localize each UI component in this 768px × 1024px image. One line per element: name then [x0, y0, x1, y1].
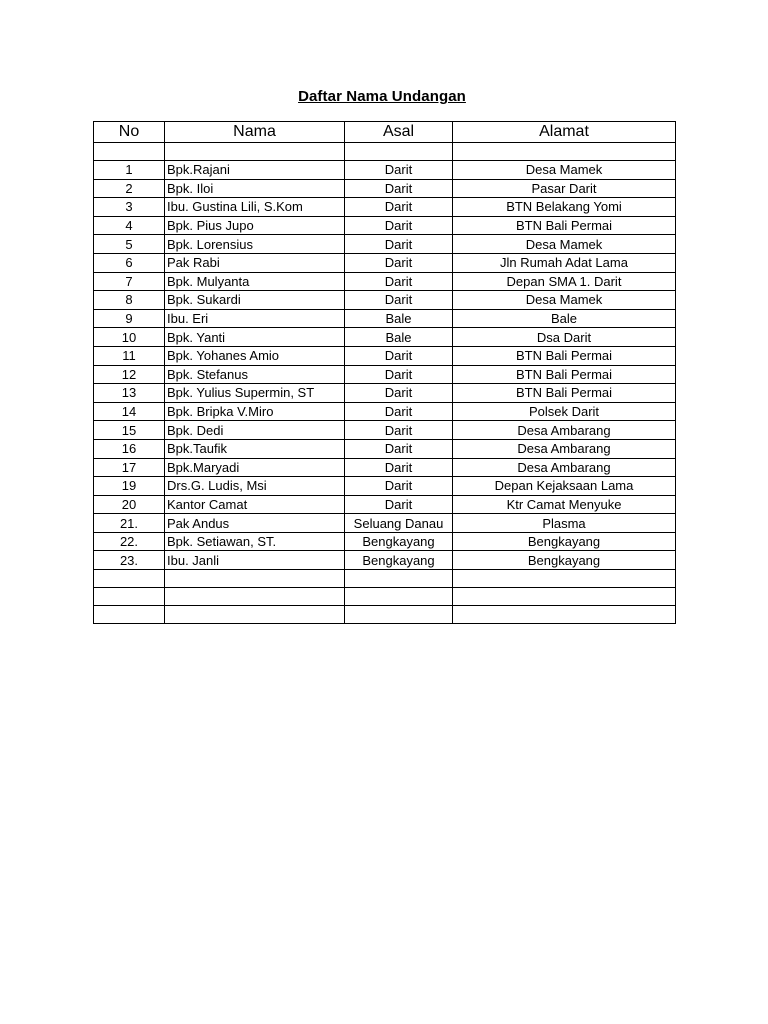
table-row — [94, 216, 676, 235]
cell-alamat: Jln Rumah Adat Lama — [453, 253, 676, 272]
guest-list-table — [93, 121, 676, 624]
table-body — [94, 143, 676, 624]
cell-nama: Kantor Camat — [165, 495, 345, 514]
cell-alamat: BTN Bali Permai — [453, 346, 676, 365]
cell-no: 16 — [94, 439, 165, 458]
cell-nama: Bpk. Yanti — [165, 328, 345, 347]
cell-asal: Darit — [345, 346, 453, 365]
empty-cell — [165, 606, 345, 624]
cell-no: 15 — [94, 421, 165, 440]
cell-nama: Bpk. Dedi — [165, 421, 345, 440]
cell-nama: Bpk. Yohanes Amio — [165, 346, 345, 365]
table-row — [94, 439, 676, 458]
cell-alamat: Ktr Camat Menyuke — [453, 495, 676, 514]
cell-alamat: BTN Belakang Yomi — [453, 198, 676, 217]
cell-no: 22. — [94, 532, 165, 551]
table-row — [94, 235, 676, 254]
cell-asal: Darit — [345, 458, 453, 477]
table-header-row — [94, 122, 676, 143]
cell-no: 2 — [94, 179, 165, 198]
cell-no: 10 — [94, 328, 165, 347]
cell-asal: Darit — [345, 439, 453, 458]
cell-asal: Darit — [345, 421, 453, 440]
header-no: No — [94, 122, 165, 143]
empty-cell — [345, 143, 453, 161]
cell-alamat: Desa Ambarang — [453, 458, 676, 477]
cell-nama: Drs.G. Ludis, Msi — [165, 477, 345, 496]
cell-asal: Darit — [345, 477, 453, 496]
cell-alamat: Depan SMA 1. Darit — [453, 272, 676, 291]
cell-asal: Darit — [345, 253, 453, 272]
cell-alamat: Dsa Darit — [453, 328, 676, 347]
table-row — [94, 179, 676, 198]
cell-alamat: BTN Bali Permai — [453, 384, 676, 403]
empty-cell — [345, 570, 453, 588]
cell-nama: Bpk. Sukardi — [165, 291, 345, 310]
empty-cell — [165, 570, 345, 588]
cell-nama: Bpk.Taufik — [165, 439, 345, 458]
table-row — [94, 384, 676, 403]
cell-asal: Bale — [345, 328, 453, 347]
cell-nama: Bpk. Bripka V.Miro — [165, 402, 345, 421]
cell-no: 23. — [94, 551, 165, 570]
cell-nama: Bpk. Stefanus — [165, 365, 345, 384]
cell-alamat: BTN Bali Permai — [453, 216, 676, 235]
table-row — [94, 198, 676, 217]
cell-no: 19 — [94, 477, 165, 496]
cell-alamat: Desa Ambarang — [453, 439, 676, 458]
empty-cell — [165, 143, 345, 161]
cell-nama: Ibu. Eri — [165, 309, 345, 328]
table-row — [94, 309, 676, 328]
cell-no: 20 — [94, 495, 165, 514]
empty-row — [94, 570, 676, 588]
cell-asal: Bengkayang — [345, 532, 453, 551]
empty-cell — [165, 588, 345, 606]
empty-cell — [453, 606, 676, 624]
cell-alamat: Pasar Darit — [453, 179, 676, 198]
cell-nama: Pak Rabi — [165, 253, 345, 272]
cell-alamat: Bale — [453, 309, 676, 328]
cell-asal: Darit — [345, 272, 453, 291]
cell-asal: Darit — [345, 161, 453, 180]
cell-asal: Darit — [345, 291, 453, 310]
cell-no: 3 — [94, 198, 165, 217]
table-row — [94, 328, 676, 347]
cell-asal: Darit — [345, 198, 453, 217]
cell-nama: Ibu. Gustina Lili, S.Kom — [165, 198, 345, 217]
cell-asal: Bale — [345, 309, 453, 328]
table-row — [94, 514, 676, 533]
table-row — [94, 272, 676, 291]
cell-nama: Bpk. Setiawan, ST. — [165, 532, 345, 551]
cell-alamat: Depan Kejaksaan Lama — [453, 477, 676, 496]
table-row — [94, 253, 676, 272]
cell-alamat: BTN Bali Permai — [453, 365, 676, 384]
cell-no: 1 — [94, 161, 165, 180]
cell-no: 7 — [94, 272, 165, 291]
cell-asal: Darit — [345, 179, 453, 198]
table-row — [94, 551, 676, 570]
cell-asal: Darit — [345, 235, 453, 254]
cell-asal: Darit — [345, 216, 453, 235]
empty-row — [94, 606, 676, 624]
cell-asal: Darit — [345, 402, 453, 421]
empty-cell — [345, 588, 453, 606]
cell-no: 14 — [94, 402, 165, 421]
table-row — [94, 532, 676, 551]
table-row — [94, 458, 676, 477]
cell-asal: Seluang Danau — [345, 514, 453, 533]
cell-alamat: Desa Mamek — [453, 161, 676, 180]
empty-cell — [94, 588, 165, 606]
cell-no: 6 — [94, 253, 165, 272]
empty-cell — [453, 143, 676, 161]
table-row — [94, 161, 676, 180]
cell-alamat: Desa Mamek — [453, 235, 676, 254]
cell-no: 11 — [94, 346, 165, 365]
header-nama: Nama — [165, 122, 345, 143]
empty-cell — [345, 606, 453, 624]
table-row — [94, 365, 676, 384]
cell-no: 21. — [94, 514, 165, 533]
cell-asal: Darit — [345, 384, 453, 403]
cell-asal: Bengkayang — [345, 551, 453, 570]
header-alamat: Alamat — [453, 122, 676, 143]
cell-nama: Bpk.Rajani — [165, 161, 345, 180]
cell-asal: Darit — [345, 495, 453, 514]
cell-alamat: Polsek Darit — [453, 402, 676, 421]
cell-nama: Bpk. Iloi — [165, 179, 345, 198]
header-asal: Asal — [345, 122, 453, 143]
cell-no: 4 — [94, 216, 165, 235]
cell-nama: Bpk. Lorensius — [165, 235, 345, 254]
cell-nama: Bpk. Mulyanta — [165, 272, 345, 291]
cell-alamat: Bengkayang — [453, 551, 676, 570]
table-row — [94, 291, 676, 310]
cell-alamat: Bengkayang — [453, 532, 676, 551]
cell-asal: Darit — [345, 365, 453, 384]
page-title: Daftar Nama Undangan — [298, 88, 466, 105]
empty-cell — [94, 570, 165, 588]
table-row — [94, 421, 676, 440]
cell-nama: Pak Andus — [165, 514, 345, 533]
cell-alamat: Desa Mamek — [453, 291, 676, 310]
empty-cell — [453, 588, 676, 606]
cell-no: 9 — [94, 309, 165, 328]
table-row — [94, 346, 676, 365]
empty-cell — [453, 570, 676, 588]
cell-no: 12 — [94, 365, 165, 384]
table-row — [94, 477, 676, 496]
cell-nama: Bpk.Maryadi — [165, 458, 345, 477]
cell-alamat: Plasma — [453, 514, 676, 533]
empty-row — [94, 143, 676, 161]
table-row — [94, 495, 676, 514]
cell-no: 5 — [94, 235, 165, 254]
cell-nama: Bpk. Yulius Supermin, ST — [165, 384, 345, 403]
empty-cell — [94, 606, 165, 624]
cell-nama: Bpk. Pius Jupo — [165, 216, 345, 235]
table-row — [94, 402, 676, 421]
cell-no: 8 — [94, 291, 165, 310]
empty-cell — [94, 143, 165, 161]
cell-nama: Ibu. Janli — [165, 551, 345, 570]
cell-no: 17 — [94, 458, 165, 477]
cell-alamat: Desa Ambarang — [453, 421, 676, 440]
cell-no: 13 — [94, 384, 165, 403]
empty-row — [94, 588, 676, 606]
